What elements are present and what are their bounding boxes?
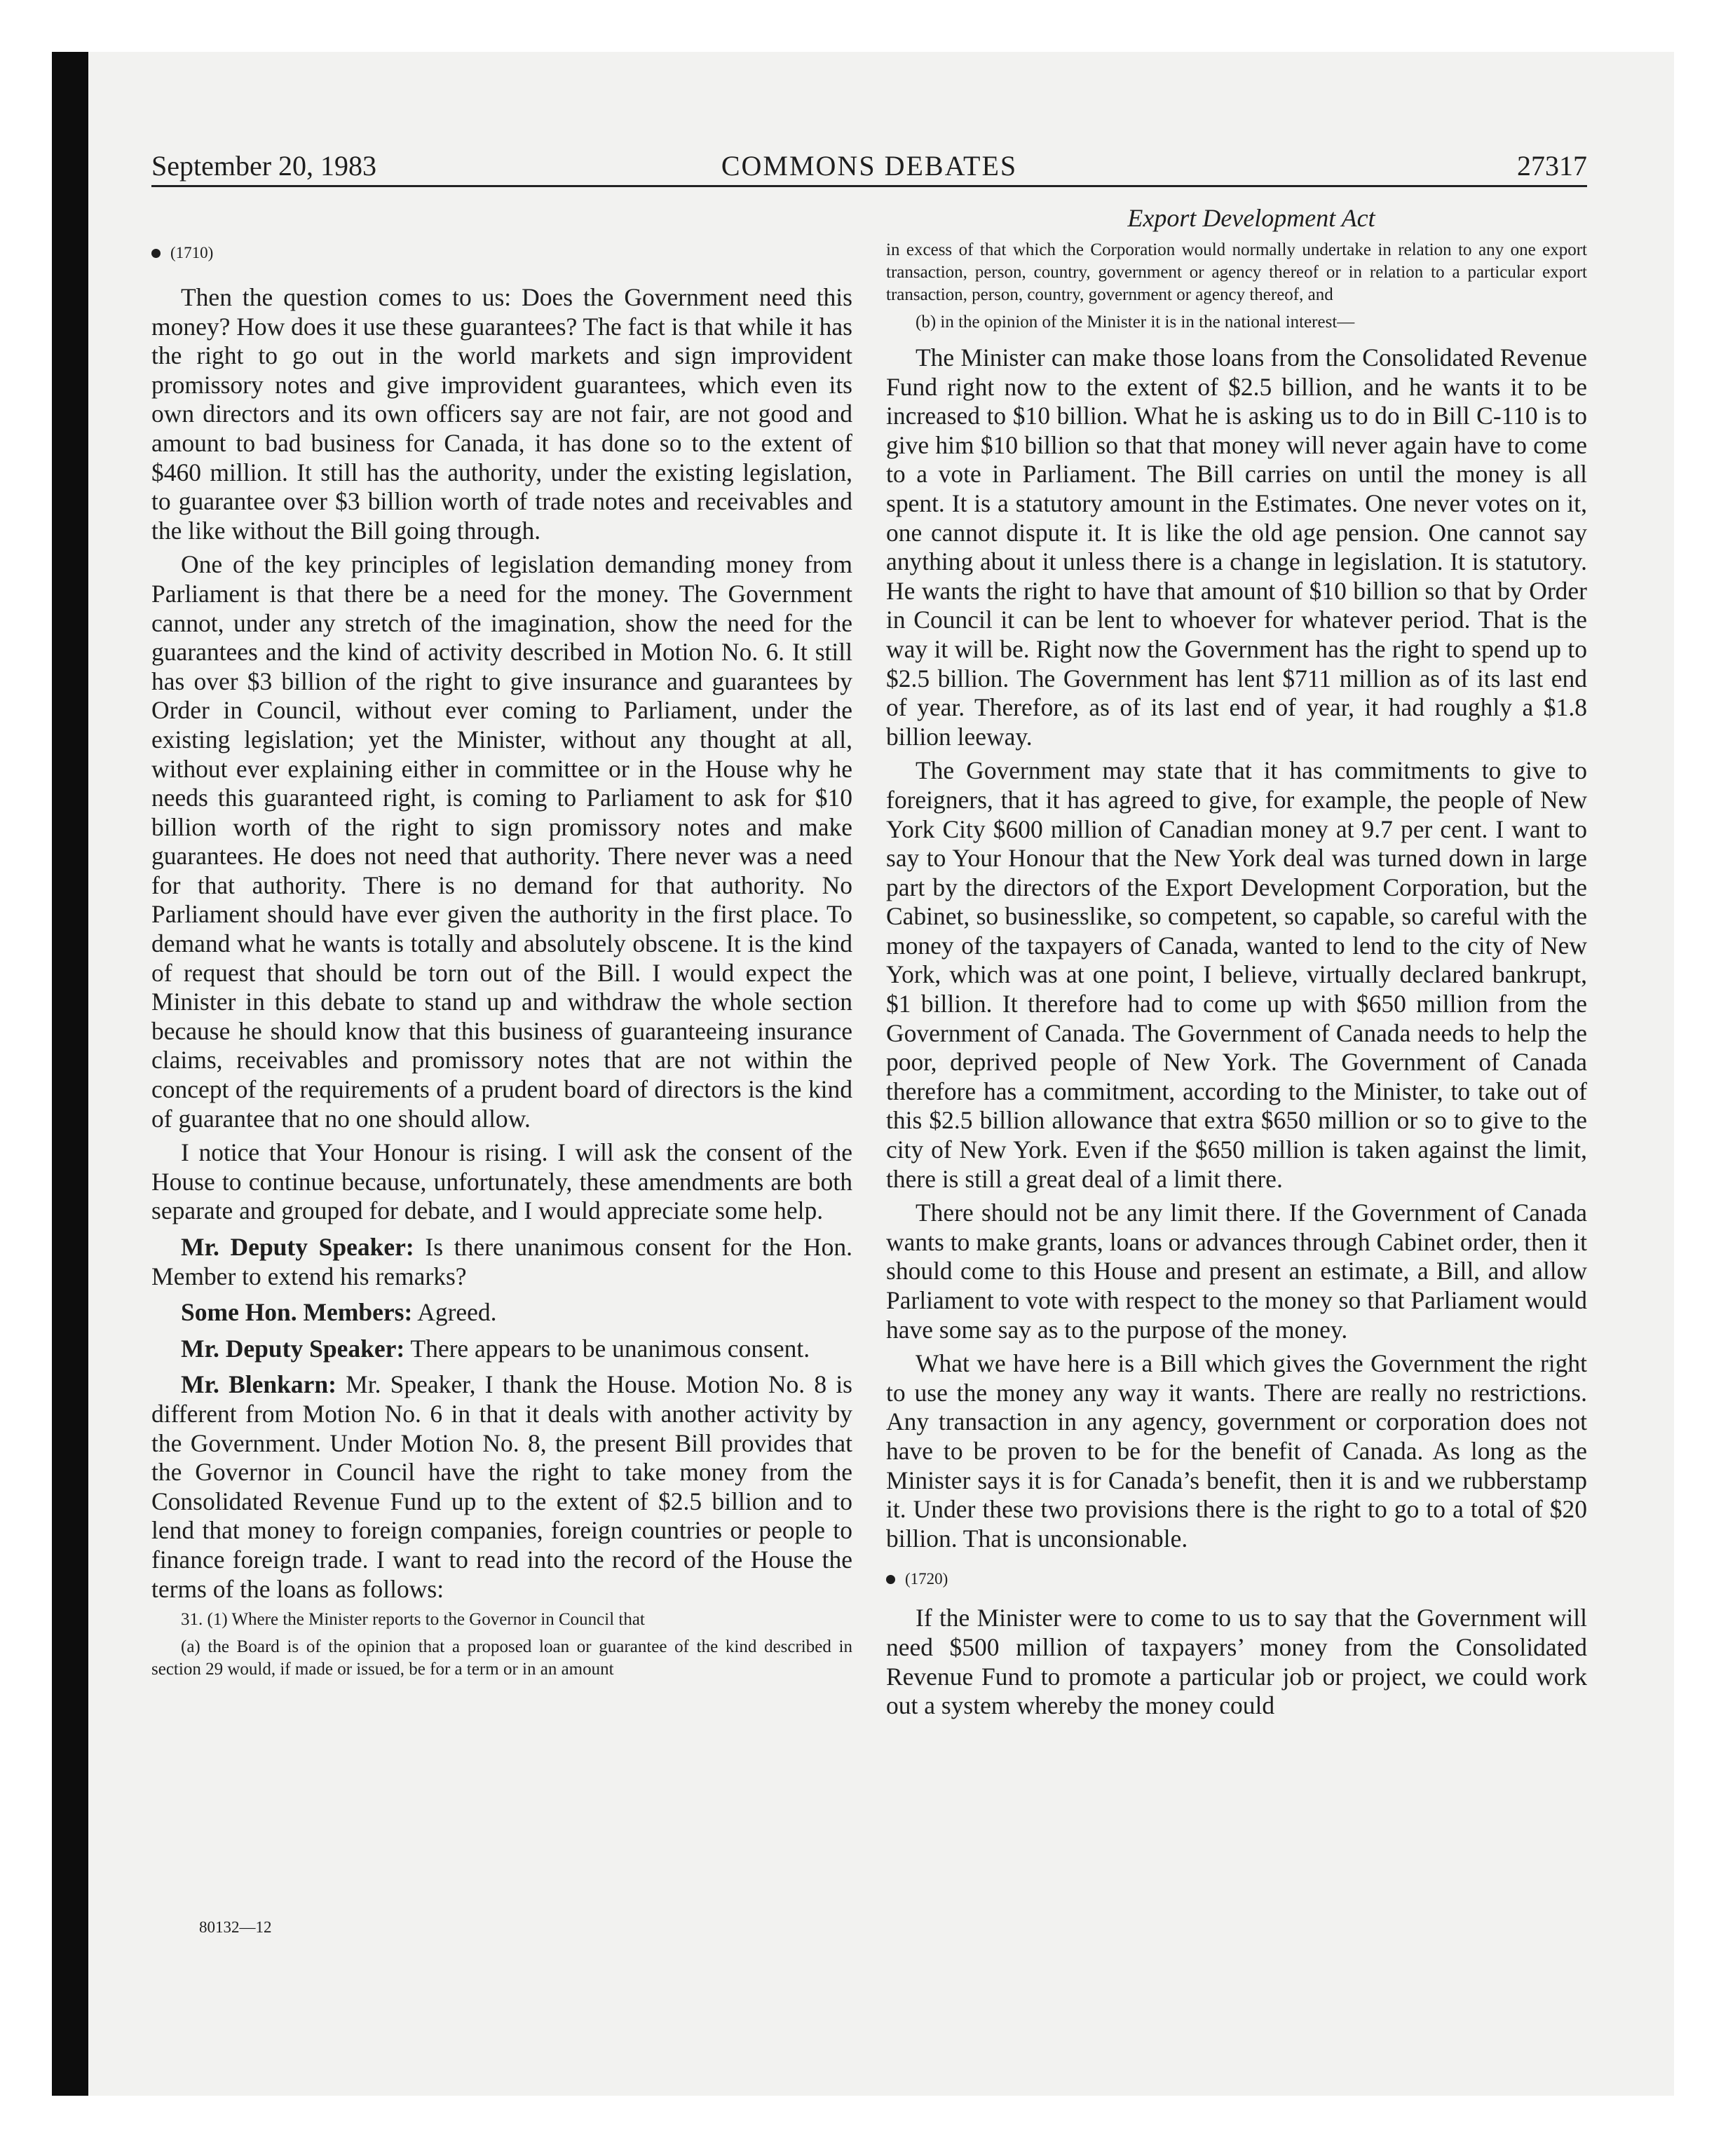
speech-paragraph [151, 1335, 852, 1364]
speech-paragraph [151, 1370, 852, 1604]
section-heading: Export Development Act [1127, 204, 1375, 232]
speaker-name: Some Hon. Members: [181, 1298, 413, 1327]
speaker-name: Mr. Deputy Speaker: [181, 1334, 405, 1363]
speech-text: Is there unanimous consent for the Hon. Member to extend his remarks? [151, 1233, 852, 1290]
speech-text: Agreed. [412, 1298, 497, 1327]
paragraph: One of the key principles of legislation demanding money from Parliament is that there be a need for the money. The Government cannot, under any stretch of the imagination, show the need for the guarantees and the kind of activity described in Motion No. 6. It still has over $3 billion of the right to give insurance and guarantees by Order in Council, without ever coming to Parliament, under the existing legislation; yet the Minister, without any thought at all, without ever explaining either in committee or in the House why he needs this guaranteed right, is coming to Parliament to ask for $10 billion worth of the right to sign promissory notes and make guarantees. He does not need that authority. There never was a need for that authority. There is no demand for that authority. No Parliament should have ever given the authority in the first place. To demand what he wants is totally and absolutely obscene. It is the kind of request that should be torn out of the Bill. I would expect the Minister in this debate to stand up and withdraw the whole section because he should know that this business of guaranteeing insurance claims, receivables and promissory notes that are not within the concept of the requirements of a prudent board of directors is the kind of guarantee that no one should allow. [151, 550, 852, 1133]
page-number: 27317 [1517, 150, 1587, 182]
paragraph: Then the question comes to us: Does the Government need this money? How does it use these guarantees? The fact is that while it has the right to go out in the world markets and sign improvident promissory notes and give improvident guarantees, which even its own directors and its own officers say are not fair, are not good and amount to bad business for Canada, it has done so to the extent of $460 million. It still has the authority, under the existing legislation, to guarantee over $3 billion worth of trade notes and receivables and the like without the Bill going through. [151, 283, 852, 545]
scan-edge-bar [52, 52, 88, 2096]
paragraph: I notice that Your Honour is rising. I will ask the consent of the House to continue because, unfortunately, these amendments are both separate and grouped for debate, and I would appreciate some help. [151, 1138, 852, 1225]
speech-paragraph [151, 1233, 852, 1291]
speaker-name: Mr. Deputy Speaker: [181, 1233, 414, 1261]
right-column [886, 202, 1587, 1726]
statute-quote: 31. (1) Where the Minister reports to the Governor in Council that [181, 1610, 645, 1630]
time-marker [886, 1569, 1587, 1590]
left-column [151, 202, 852, 1686]
header-title: COMMONS DEBATES [721, 150, 1018, 182]
bullet-dot-icon [886, 1575, 895, 1584]
speech-text: Mr. Speaker, I thank the House. Motion No. 8 is different from Motion No. 6 in that it deals with another activity by the Government. Under Motion No. 8, the present Bill provides that the Governor in Council have the right to take money from the Consolidated Revenue Fund up to the extent of $2.5 billion and to lend that money to foreign companies, foreign countries or people to finance foreign trade. I want to read into the record of the House the terms of the loans as follows: [151, 1370, 852, 1603]
time-marker [151, 243, 852, 264]
bullet-dot-icon [151, 249, 161, 258]
paragraph: There should not be any limit there. If the Government of Canada wants to make grants, loans or advances through Cabinet order, then it should come to this House and present an estimate, a Bill, and allow Parliament to vote with respect to the money so that Parliament would have some say as to the purpose of the money. [886, 1199, 1587, 1344]
time-marker-text: (1710) [170, 244, 214, 261]
paragraph: What we have here is a Bill which gives the Government the right to use the money any way it wants. There are really no restrictions. Any transaction in any agency, government or corporation does not have to be proven to be for the benefit of Canada. As long as the Minister says it is for Canada’s benefit, then it is and we rubberstamp it. Under these two provisions there is the right to go to a total of $20 billion. That is unconsionable. [886, 1349, 1587, 1553]
paragraph: If the Minister were to come to us to say that the Government will need $500 million of taxpayers’ money from the Consolidated Revenue Fund to promote a particular job or project, we could work out a system whereby the money could [886, 1604, 1587, 1720]
running-header [151, 147, 1587, 187]
speech-text: There appears to be unanimous consent. [404, 1334, 810, 1363]
speech-paragraph [151, 1298, 852, 1328]
header-date: September 20, 1983 [151, 150, 377, 182]
paragraph: The Government may state that it has commitments to give to foreigners, that it has agreed to give, for example, the people of New York City $600 million of Canadian money at 9.7 per cent. I want to say to Your Honour that the New York deal was turned down in large part by the directors of the Export Development Corporation, but the Cabinet, so businesslike, so competent, so capable, so careful with the money of the taxpayers of Canada, wanted to lend to the city of New York, which was at one point, I believe, virtually declared bankrupt, $1 billion. It therefore had to come up with $650 million from the Government of Canada. The Government of Canada needs to help the poor, deprived people of New York. The Government of Canada therefore has a commitment, according to the Minister, to take out of this $2.5 billion allowance that extra $650 million or so to give to the city of New York. Even if the $650 million is taken against the limit, there is still a great deal of a limit there. [886, 756, 1587, 1193]
footer-print-code: 80132—12 [199, 1918, 272, 1936]
statute-quote: (b) in the opinion of the Minister it is in the national interest— [916, 313, 1355, 332]
paragraph: The Minister can make those loans from the Consolidated Revenue Fund right now to the extent of $2.5 billion, and he wants it to be increased to $10 billion. What he is asking us to do in Bill C-110 is to give him $10 billion so that that money will never again have to come to a vote in Parliament. The Bill carries on until the money is all spent. It is a statutory amount in the Estimates. One never votes on it, one cannot dispute it. It is like the old age pension. One cannot say anything about it unless there is a change in legislation. It is statutory. He wants the right to have that amount of $10 billion so that by Order in Council it can be lent to whoever for whatever period. That is the way it will be. Right now the Government has the right to spend up to $2.5 billion. The Government has lent $711 million as of its last end of year. Therefore, as of its last end of year, it had roughly a $1.8 billion leeway. [886, 343, 1587, 751]
time-marker-text: (1720) [905, 1570, 948, 1588]
speaker-name: Mr. Blenkarn: [181, 1370, 336, 1399]
statute-quote: (a) the Board is of the opinion that a proposed loan or guarantee of the kind described in section 29 would, if made or issued, be for a term or in an amount [151, 1637, 852, 1679]
statute-quote: in excess of that which the Corporation would normally undertake in relation to any one export transaction, person, country, government or agency thereof or in relation to a particular export transaction, person, country, government or agency thereof, and [886, 240, 1587, 304]
